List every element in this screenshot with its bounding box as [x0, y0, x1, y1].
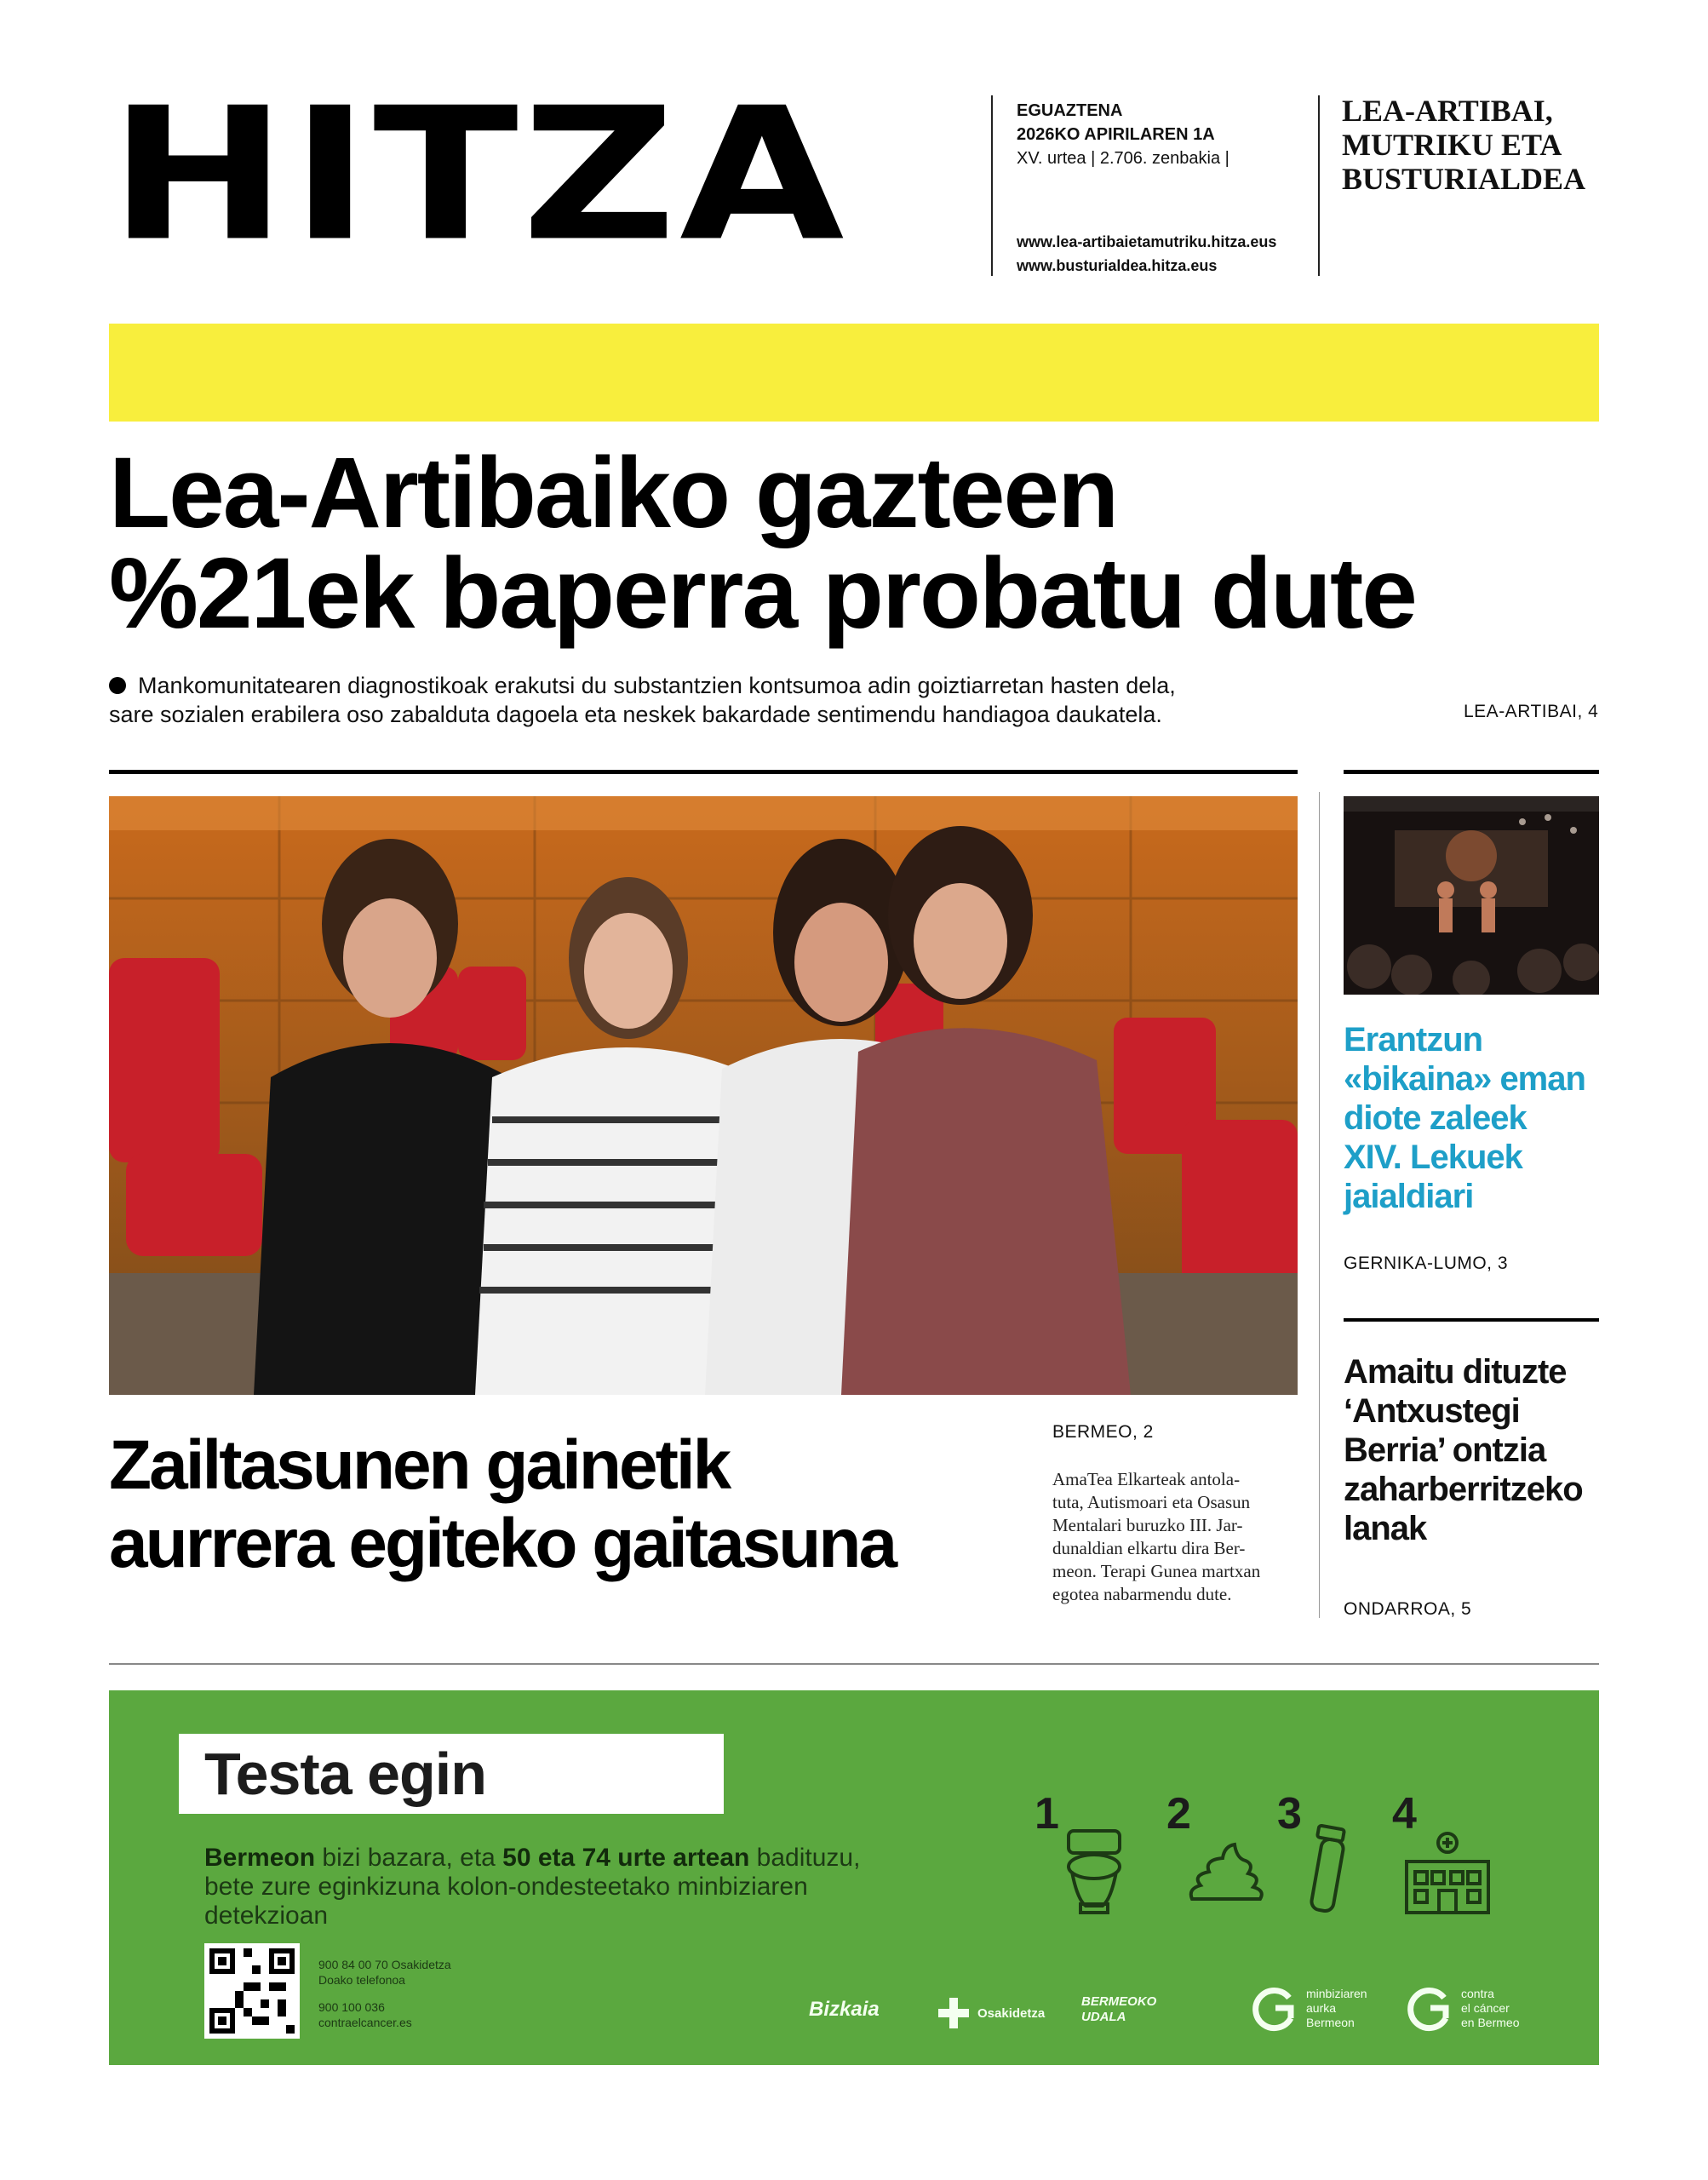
bermeo-council-logo	[1081, 1994, 1156, 2025]
ad-text-line: bete zure eginkizuna kolon-ondesteetako minbiziaren	[204, 1873, 808, 1901]
ad-text-segment: bizi bazara, eta	[315, 1844, 503, 1872]
lead-headline-line: %21ek baperra probatu dute	[109, 537, 1416, 650]
website-link-2[interactable]: www.busturialdea.hitza.eus	[1017, 257, 1218, 274]
issue-date: 2026KO APIRILAREN 1A	[1017, 125, 1215, 144]
contra-cancer-logo-line: el cáncer	[1461, 2000, 1510, 2015]
caption-line: dunaldian elkartu dira Ber-	[1052, 1538, 1246, 1558]
edition-region-line: LEA-ARTIBAI,	[1342, 94, 1553, 128]
health-center-icon	[1396, 1831, 1499, 1920]
toilet-icon	[1060, 1822, 1128, 1920]
side-story-2-page-ref[interactable]: ONDARROA, 5	[1344, 1599, 1472, 1619]
caption-line: egotea nabarmendu dute.	[1052, 1584, 1232, 1604]
side-rule	[1344, 1318, 1599, 1322]
caption-line: Mentalari buruzko III. Jar-	[1052, 1515, 1243, 1535]
side-story-1-headline-line: diote zaleek	[1344, 1099, 1527, 1137]
side-story-2-headline-line: zaharberritzeko	[1344, 1471, 1583, 1508]
step-2-number: 2	[1166, 1789, 1191, 1839]
side-story-1-headline-line: Erantzun	[1344, 1021, 1483, 1058]
step-4-number: 4	[1392, 1789, 1417, 1839]
yellow-banner	[109, 324, 1599, 422]
lead-headline[interactable]	[109, 437, 1416, 650]
caption-line: AmaTea Elkarteak antola-	[1052, 1469, 1241, 1489]
minbizi-logo-line: Bermeon	[1306, 2015, 1355, 2029]
masthead-divider-1	[991, 95, 993, 276]
ad-contact	[318, 1957, 451, 2030]
side-story-1-headline-line: jaialdiari	[1344, 1178, 1474, 1215]
ad-title: Testa egin	[204, 1741, 487, 1807]
issue-info	[1017, 99, 1229, 170]
stool-sample-icon	[1184, 1839, 1269, 1912]
main-story-headline-line: Zailtasunen gainetik	[109, 1426, 730, 1504]
side-story-2-headline-line: ‘Antxustegi	[1344, 1392, 1520, 1430]
contra-cancer-logo-line: contra	[1461, 1986, 1494, 2000]
edition-region-line: BUSTURIALDEA	[1342, 162, 1586, 196]
masthead-divider-2	[1318, 95, 1320, 276]
contra-cancer-logo-line: en Bermeo	[1461, 2015, 1520, 2029]
bizkaia-logo-text: Bizkaia	[809, 1998, 880, 2021]
minbizi-ribbon-icon	[1250, 1984, 1298, 2032]
ad-phone-2-sub[interactable]: contraelcancer.es	[318, 2016, 412, 2029]
contra-cancer-ribbon-icon	[1405, 1984, 1453, 2032]
side-story-2-headline-line: Amaitu dituzte	[1344, 1353, 1567, 1391]
bermeo-logo-line: BERMEOKO	[1081, 1994, 1157, 2009]
website-link-1[interactable]: www.lea-artibaietamutriku.hitza.eus	[1017, 233, 1277, 250]
test-tube-icon	[1303, 1822, 1354, 1920]
issue-day: EGUAZTENA	[1017, 101, 1123, 120]
bullet-icon	[109, 677, 126, 694]
main-story-caption	[1052, 1468, 1299, 1606]
bermeo-logo-line: UDALA	[1081, 2010, 1126, 2024]
side-story-1-headline[interactable]	[1344, 1020, 1599, 1216]
minbizi-logo-line: minbiziaren	[1306, 1986, 1367, 2000]
ad-text-segment: badituzu,	[749, 1844, 861, 1872]
osakidetza-logo	[937, 1996, 1045, 2030]
caption-line: meon. Terapi Gunea martxan	[1052, 1561, 1261, 1581]
step-1-number: 1	[1035, 1789, 1059, 1839]
ad-body-text	[204, 1844, 971, 1930]
osakidetza-cross-icon	[937, 1996, 971, 2030]
step-3-number: 3	[1277, 1789, 1302, 1839]
main-photo[interactable]	[109, 796, 1298, 1395]
edition-region-line: MUTRIKU ETA	[1342, 128, 1562, 162]
edition-region	[1342, 94, 1585, 196]
masthead-logo: HITZA	[109, 67, 848, 282]
ad-separator	[109, 1663, 1599, 1665]
minbizi-logo	[1250, 1984, 1367, 2032]
section-rule-main	[109, 770, 1298, 774]
lead-headline-line: Lea-Artibaiko gazteen	[109, 437, 1118, 549]
side-story-2-headline-line: lanak	[1344, 1510, 1427, 1547]
side-story-1-headline-line: «bikaina» eman	[1344, 1060, 1585, 1098]
ad-text-line: detekzioan	[204, 1902, 329, 1930]
side-story-2-headline-line: Berria’ ontzia	[1344, 1431, 1546, 1469]
side-photo-concert[interactable]	[1344, 796, 1599, 995]
ad-text-segment: Bermeon	[204, 1844, 316, 1872]
bizkaia-logo	[809, 1998, 880, 2022]
website-links	[1017, 230, 1276, 278]
ad-text-segment: 50 eta 74 urte artean	[502, 1844, 750, 1872]
ad-phone-1[interactable]: 900 84 00 70 Osakidetza	[318, 1958, 451, 1971]
main-story-page-ref[interactable]: BERMEO, 2	[1052, 1422, 1154, 1442]
minbizi-logo-line: aurka	[1306, 2000, 1337, 2015]
lead-dek-line: sare sozialen erabilera oso zabalduta dagoela eta neskek bakardade sentimendu handiagoa daukatela.	[109, 702, 1162, 727]
issue-number: XV. urtea | 2.706. zenbakia |	[1017, 149, 1229, 168]
ad-phone-2[interactable]: 900 100 036	[318, 2000, 385, 2014]
side-story-1-headline-line: XIV. Lekuek	[1344, 1139, 1522, 1176]
side-story-2-headline[interactable]	[1344, 1352, 1599, 1548]
qr-code[interactable]	[204, 1943, 300, 2039]
lead-page-ref[interactable]: LEA-ARTIBAI, 4	[1464, 702, 1599, 721]
main-story-headline[interactable]	[109, 1426, 895, 1583]
side-story-1-page-ref[interactable]: GERNIKA-LUMO, 3	[1344, 1254, 1509, 1273]
lead-dek-line: Mankomunitatearen diagnostikoak erakutsi du substantzien kontsumoa adin goiztiarretan hasten dela,	[138, 673, 1176, 698]
section-rule-side	[1344, 770, 1599, 774]
ad-phone-1-sub: Doako telefonoa	[318, 1973, 405, 1987]
osakidetza-logo-text: Osakidetza	[977, 2005, 1046, 2021]
lead-dek	[109, 671, 1335, 729]
column-divider	[1319, 792, 1320, 1618]
contra-cancer-logo	[1405, 1984, 1519, 2032]
caption-line: tuta, Autismoari eta Osasun	[1052, 1492, 1251, 1512]
main-story-headline-line: aurrera egiteko gaitasuna	[109, 1505, 896, 1582]
